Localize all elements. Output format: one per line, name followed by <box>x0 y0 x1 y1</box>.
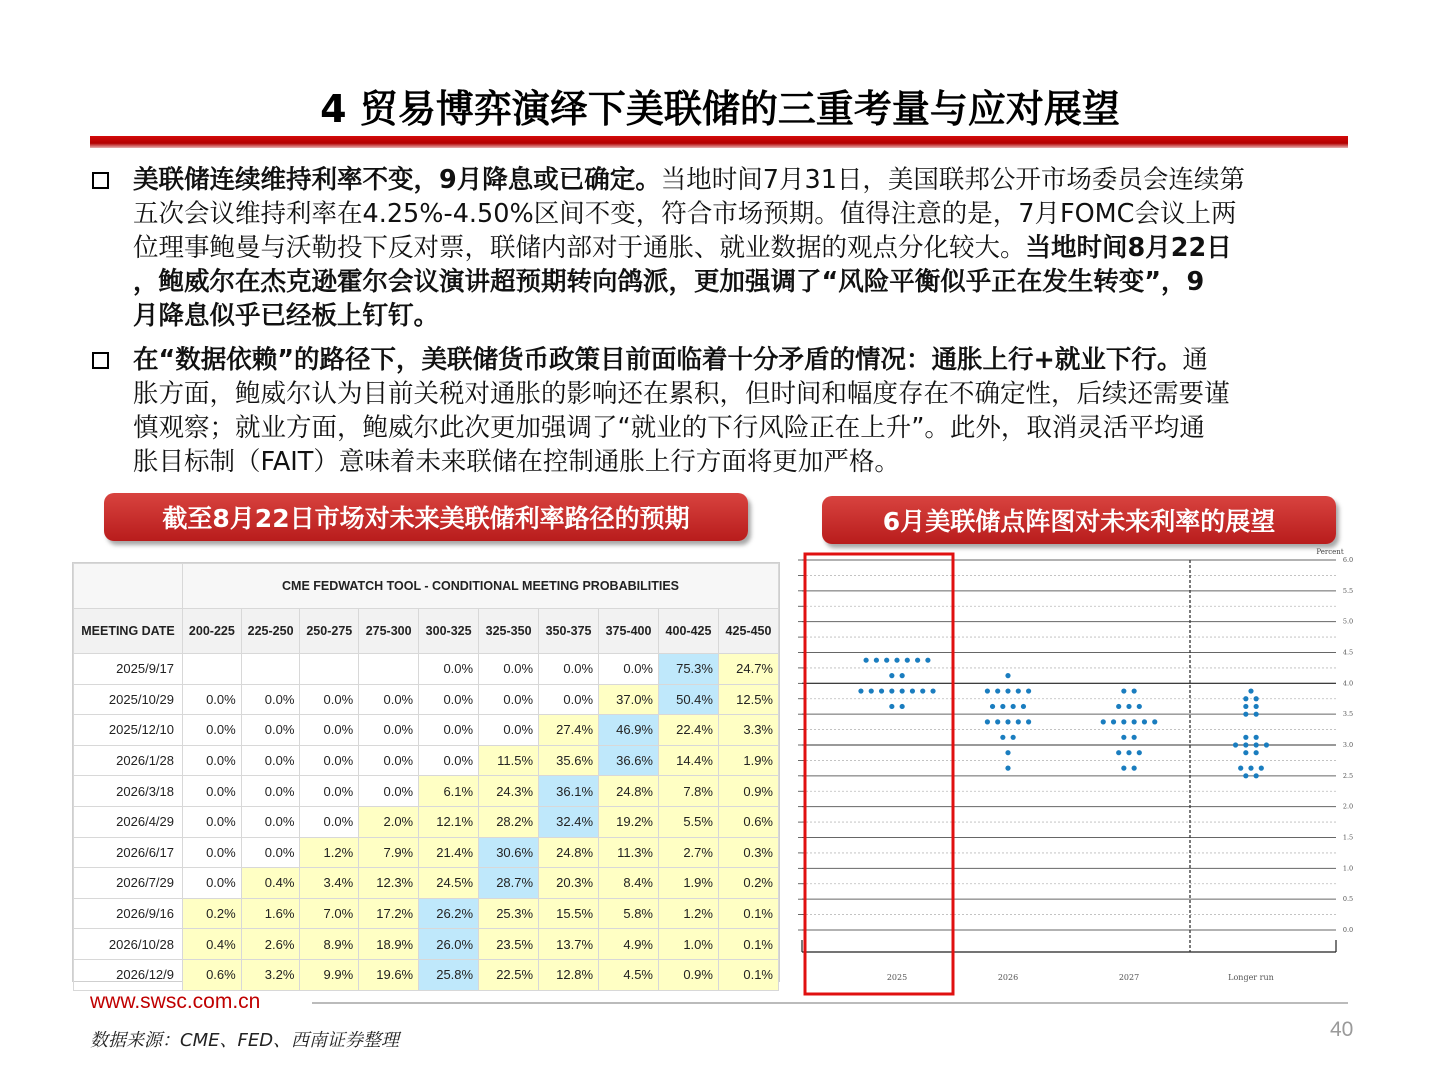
title-underline-bar <box>90 136 1348 148</box>
fomc-dot <box>1121 719 1126 724</box>
fomc-dot <box>1254 735 1259 740</box>
probability-cell: 0.0% <box>183 806 242 837</box>
probability-cell: 0.0% <box>539 684 599 715</box>
meeting-date-cell: 2026/1/28 <box>74 745 183 776</box>
probability-cell: 0.2% <box>718 868 778 899</box>
probability-cell: 0.0% <box>300 715 359 746</box>
fomc-dot <box>1005 673 1010 678</box>
probability-cell: 0.0% <box>183 745 242 776</box>
fomc-dot <box>858 688 863 693</box>
bold-text: 月降息似乎已经板上钉钉。 <box>133 301 440 331</box>
meeting-date-cell: 2025/12/10 <box>74 715 183 746</box>
fomc-dot <box>1026 719 1031 724</box>
fomc-dot <box>1259 766 1264 771</box>
fomc-dot <box>985 719 990 724</box>
probability-cell: 0.0% <box>359 684 419 715</box>
fomc-dot <box>920 688 925 693</box>
probability-cell: 2.6% <box>241 929 300 960</box>
dot-plot-chart <box>796 546 1356 1000</box>
fomc-dot <box>1121 688 1126 693</box>
probability-cell: 0.0% <box>241 715 300 746</box>
table-header-row <box>74 609 779 654</box>
header-rate-range: 250-275 <box>300 609 359 654</box>
meeting-date-cell: 2026/9/16 <box>74 898 183 929</box>
probability-cell: 26.0% <box>419 929 479 960</box>
fomc-dot <box>1254 704 1259 709</box>
fomc-dot <box>1111 719 1116 724</box>
probability-cell: 1.6% <box>241 898 300 929</box>
probability-cell: 1.0% <box>659 929 719 960</box>
fomc-dot <box>1132 719 1137 724</box>
footer-divider <box>312 1002 1348 1004</box>
probability-cell: 0.0% <box>419 715 479 746</box>
probability-cell: 0.0% <box>359 715 419 746</box>
probability-cell: 0.0% <box>599 654 659 685</box>
table-row <box>74 776 779 807</box>
probability-cell: 37.0% <box>599 684 659 715</box>
fomc-dot <box>1238 766 1243 771</box>
probability-cell: 0.0% <box>419 745 479 776</box>
probability-cell: 11.3% <box>599 837 659 868</box>
probability-cell: 1.2% <box>659 898 719 929</box>
fomc-dot <box>925 658 930 663</box>
fomc-dot <box>1132 766 1137 771</box>
fomc-dot <box>1233 742 1238 747</box>
probability-cell: 1.9% <box>718 745 778 776</box>
probability-cell: 0.0% <box>183 715 242 746</box>
probability-cell <box>183 654 242 685</box>
fomc-dot <box>995 719 1000 724</box>
probability-cell: 24.5% <box>419 868 479 899</box>
probability-cell: 20.3% <box>539 868 599 899</box>
probability-cell: 0.2% <box>183 898 242 929</box>
meeting-date-cell: 2026/6/17 <box>74 837 183 868</box>
fomc-dot <box>1011 704 1016 709</box>
probability-cell: 12.5% <box>718 684 778 715</box>
probability-cell <box>300 654 359 685</box>
fomc-dot <box>1126 704 1131 709</box>
probability-cell: 7.8% <box>659 776 719 807</box>
body-text: 五次会议维持利率在4.25%-4.50%区间不变，符合市场预期。值得注意的是，7月FOMC会议上两 <box>133 199 1237 229</box>
probability-cell: 19.6% <box>359 959 419 990</box>
fomc-dot <box>1011 735 1016 740</box>
fomc-dot <box>1243 750 1248 755</box>
fomc-dot <box>1101 719 1106 724</box>
fomc-dot <box>1005 766 1010 771</box>
bold-text: 美联储连续维持利率不变，9月降息或已确定。 <box>133 165 661 195</box>
probability-cell: 24.3% <box>479 776 539 807</box>
paragraph-line <box>133 265 1355 299</box>
x-category-label: 2027 <box>1118 973 1140 982</box>
header-rate-range: 200-225 <box>183 609 242 654</box>
fomc-dot <box>884 658 889 663</box>
fomc-dot <box>990 704 995 709</box>
table-row <box>74 959 779 990</box>
probability-cell <box>359 654 419 685</box>
fomc-dot <box>1132 688 1137 693</box>
fomc-dot <box>1021 704 1026 709</box>
probability-cell: 3.3% <box>718 715 778 746</box>
header-rate-range: 425-450 <box>718 609 778 654</box>
fomc-dot <box>1016 688 1021 693</box>
probability-cell: 0.0% <box>479 654 539 685</box>
probability-cell: 0.9% <box>718 776 778 807</box>
fomc-dot <box>985 688 990 693</box>
probability-cell: 17.2% <box>359 898 419 929</box>
header-rate-range: 300-325 <box>419 609 479 654</box>
paragraph-line <box>133 299 1355 333</box>
probability-cell: 22.4% <box>659 715 719 746</box>
probability-cell: 0.1% <box>718 959 778 990</box>
bullet-square-icon <box>92 352 109 369</box>
probability-cell: 18.9% <box>359 929 419 960</box>
table-row <box>74 806 779 837</box>
table-row <box>74 898 779 929</box>
probability-cell: 50.4% <box>659 684 719 715</box>
y-tick-label: 2.5 <box>1342 771 1354 780</box>
header-rate-range: 350-375 <box>539 609 599 654</box>
fomc-dot <box>1121 735 1126 740</box>
fomc-dot <box>1243 696 1248 701</box>
probability-cell: 24.8% <box>539 837 599 868</box>
header-rate-range: 400-425 <box>659 609 719 654</box>
probability-cell: 7.0% <box>300 898 359 929</box>
probability-cell: 0.4% <box>183 929 242 960</box>
header-meeting-date: MEETING DATE <box>74 609 183 654</box>
fomc-dot <box>1243 735 1248 740</box>
probability-cell: 2.7% <box>659 837 719 868</box>
probability-cell: 32.4% <box>539 806 599 837</box>
fomc-dot <box>1116 704 1121 709</box>
probability-cell: 0.6% <box>718 806 778 837</box>
fedwatch-tool-title: CME FEDWATCH TOOL - CONDITIONAL MEETING PROBABILITIES <box>183 564 779 609</box>
table-corner <box>74 564 183 609</box>
probability-cell: 75.3% <box>659 654 719 685</box>
probability-cell: 0.6% <box>183 959 242 990</box>
fomc-dot <box>1126 750 1131 755</box>
bold-text: ，鲍威尔在杰克逊霍尔会议演讲超预期转向鸽派，更加强调了“风险平衡似乎正在发生转变”，9 <box>133 267 1205 297</box>
probability-cell: 0.0% <box>419 654 479 685</box>
y-tick-label: 0.5 <box>1342 895 1354 904</box>
fomc-dot <box>1116 750 1121 755</box>
probability-cell: 3.4% <box>300 868 359 899</box>
fomc-dot <box>910 688 915 693</box>
y-tick-label: 3.0 <box>1342 741 1354 749</box>
probability-cell: 0.0% <box>241 776 300 807</box>
x-category-label: Longer run <box>1228 973 1274 982</box>
probability-cell: 0.0% <box>359 745 419 776</box>
y-tick-label: 6.0 <box>1342 556 1354 564</box>
body-text: 胀目标制（FAIT）意味着未来联储在控制通胀上行方面将更加严格。 <box>133 447 900 477</box>
paragraph-line <box>133 445 1355 479</box>
probability-cell: 14.4% <box>659 745 719 776</box>
y-tick-label: 1.0 <box>1342 864 1354 873</box>
probability-cell: 46.9% <box>599 715 659 746</box>
fomc-dot <box>889 704 894 709</box>
fomc-dot <box>879 688 884 693</box>
page-title: 4 贸易博弈演绎下美联储的三重考量与应对展望 <box>320 87 1120 131</box>
fomc-dot <box>1254 750 1259 755</box>
meeting-date-cell: 2026/4/29 <box>74 806 183 837</box>
bullet-paragraph-1 <box>133 163 1355 333</box>
probability-cell: 0.0% <box>359 776 419 807</box>
probability-cell: 0.0% <box>300 745 359 776</box>
y-tick-label: 5.0 <box>1342 617 1354 626</box>
fomc-dot <box>1137 750 1142 755</box>
probability-cell: 2.0% <box>359 806 419 837</box>
fomc-dot <box>869 688 874 693</box>
probability-cell: 24.8% <box>599 776 659 807</box>
fomc-dot <box>864 658 869 663</box>
fomc-dot <box>889 688 894 693</box>
probability-cell: 6.1% <box>419 776 479 807</box>
table-row <box>74 929 779 960</box>
probability-cell: 0.0% <box>241 837 300 868</box>
table-row <box>74 868 779 899</box>
probability-cell: 23.5% <box>479 929 539 960</box>
body-text: 通 <box>1182 345 1208 375</box>
fomc-dot <box>1016 719 1021 724</box>
fomc-dot <box>900 673 905 678</box>
bullet-paragraph-2 <box>133 343 1355 479</box>
probability-cell: 21.4% <box>419 837 479 868</box>
fomc-dot <box>1026 688 1031 693</box>
probability-cell: 0.0% <box>183 837 242 868</box>
probability-cell: 11.5% <box>479 745 539 776</box>
body-text: 位理事鲍曼与沃勒投下反对票，联储内部对于通胀、就业数据的观点分化较大。 <box>133 233 1026 263</box>
y-tick-label: 3.5 <box>1342 710 1354 719</box>
probability-cell: 28.7% <box>479 868 539 899</box>
probability-cell: 9.9% <box>300 959 359 990</box>
fomc-dot <box>1005 750 1010 755</box>
fedwatch-table-panel <box>72 562 780 982</box>
header-rate-range: 275-300 <box>359 609 419 654</box>
fomc-dot <box>900 688 905 693</box>
header-rate-range: 375-400 <box>599 609 659 654</box>
probability-cell: 12.1% <box>419 806 479 837</box>
probability-cell: 5.8% <box>599 898 659 929</box>
probability-cell: 0.0% <box>241 806 300 837</box>
meeting-date-cell: 2026/12/9 <box>74 959 183 990</box>
probability-cell: 35.6% <box>539 745 599 776</box>
probability-cell: 0.3% <box>718 837 778 868</box>
bold-text: 在“数据依赖”的路径下，美联储货币政策目前面临着十分矛盾的情况：通胀上行+就业下行。 <box>133 345 1183 375</box>
probability-cell: 0.0% <box>241 684 300 715</box>
y-tick-label: 2.0 <box>1342 802 1354 811</box>
body-text: 胀方面，鲍威尔认为目前关税对通胀的影响还在累积，但时间和幅度存在不确定性，后续还需要谨 <box>133 379 1230 409</box>
fomc-dot <box>1254 742 1259 747</box>
probability-cell: 30.6% <box>479 837 539 868</box>
probability-cell: 0.0% <box>241 745 300 776</box>
probability-cell: 13.7% <box>539 929 599 960</box>
probability-cell: 0.0% <box>479 715 539 746</box>
probability-cell <box>241 654 300 685</box>
fomc-dot <box>1243 773 1248 778</box>
left-panel-title: 截至8月22日市场对未来美联储利率路径的预期 <box>104 493 748 541</box>
probability-cell: 1.9% <box>659 868 719 899</box>
probability-cell: 25.8% <box>419 959 479 990</box>
paragraph-line <box>133 231 1355 265</box>
probability-cell: 0.0% <box>479 684 539 715</box>
table-row <box>74 715 779 746</box>
probability-cell: 24.7% <box>718 654 778 685</box>
meeting-date-cell: 2025/10/29 <box>74 684 183 715</box>
probability-cell: 12.3% <box>359 868 419 899</box>
header-rate-range: 325-350 <box>479 609 539 654</box>
fomc-dot <box>1121 766 1126 771</box>
fomc-dot <box>1264 742 1269 747</box>
table-row <box>74 745 779 776</box>
fomc-dot <box>1243 712 1248 717</box>
probability-cell: 27.4% <box>539 715 599 746</box>
meeting-date-cell: 2026/3/18 <box>74 776 183 807</box>
x-category-label: 2026 <box>997 973 1019 982</box>
meeting-date-cell: 2026/10/28 <box>74 929 183 960</box>
probability-cell: 0.0% <box>183 868 242 899</box>
probability-cell: 36.1% <box>539 776 599 807</box>
probability-cell: 0.4% <box>241 868 300 899</box>
meeting-date-cell: 2026/7/29 <box>74 868 183 899</box>
y-tick-label: 0.0 <box>1342 926 1354 934</box>
fomc-dot <box>874 658 879 663</box>
y-tick-label: 5.5 <box>1342 586 1354 595</box>
probability-cell: 26.2% <box>419 898 479 929</box>
header-rate-range: 225-250 <box>241 609 300 654</box>
probability-cell: 0.1% <box>718 898 778 929</box>
fomc-dot <box>905 658 910 663</box>
fomc-dot <box>1005 719 1010 724</box>
highlight-2025-frame <box>805 554 953 994</box>
footer-url: www.swsc.com.cn <box>90 990 261 1013</box>
probability-cell: 0.0% <box>183 776 242 807</box>
fomc-dot <box>1248 688 1253 693</box>
bold-text: 当地时间8月22日 <box>1025 233 1232 263</box>
paragraph-line <box>133 343 1355 377</box>
fomc-dot <box>915 658 920 663</box>
probability-cell: 12.8% <box>539 959 599 990</box>
right-panel-title: 6月美联储点阵图对未来利率的展望 <box>822 496 1336 544</box>
fomc-dot <box>1005 688 1010 693</box>
fomc-dot <box>1152 719 1157 724</box>
probability-cell: 15.5% <box>539 898 599 929</box>
probability-cell: 22.5% <box>479 959 539 990</box>
probability-cell: 3.2% <box>241 959 300 990</box>
bullet-square-icon <box>92 172 109 189</box>
y-axis-label: Percent <box>1316 548 1344 556</box>
probability-cell: 36.6% <box>599 745 659 776</box>
fomc-dot <box>995 688 1000 693</box>
fomc-dot <box>930 688 935 693</box>
y-tick-label: 4.0 <box>1342 679 1354 688</box>
table-row <box>74 684 779 715</box>
fomc-dot <box>1132 735 1137 740</box>
probability-cell: 0.0% <box>183 684 242 715</box>
table-row <box>74 654 779 685</box>
probability-cell: 8.4% <box>599 868 659 899</box>
fomc-dot <box>900 704 905 709</box>
fomc-dot <box>1243 742 1248 747</box>
table-row <box>74 837 779 868</box>
paragraph-line <box>133 197 1355 231</box>
probability-cell: 28.2% <box>479 806 539 837</box>
body-text: 当地时间7月31日，美国联邦公开市场委员会连续第 <box>660 165 1245 195</box>
probability-cell: 5.5% <box>659 806 719 837</box>
paragraph-line <box>133 163 1355 197</box>
probability-cell: 4.9% <box>599 929 659 960</box>
probability-cell: 0.0% <box>300 684 359 715</box>
meeting-date-cell: 2025/9/17 <box>74 654 183 685</box>
probability-cell: 8.9% <box>300 929 359 960</box>
y-tick-label: 1.5 <box>1342 833 1354 842</box>
fomc-dot <box>1137 704 1142 709</box>
fedwatch-table <box>73 563 779 991</box>
probability-cell: 4.5% <box>599 959 659 990</box>
probability-cell: 0.9% <box>659 959 719 990</box>
fomc-dot <box>889 673 894 678</box>
x-category-label: 2025 <box>886 973 908 982</box>
fomc-dot <box>1254 773 1259 778</box>
fomc-dot <box>1254 696 1259 701</box>
fomc-dot <box>1142 719 1147 724</box>
fomc-dot <box>1254 712 1259 717</box>
body-text: 慎观察；就业方面，鲍威尔此次更加强调了“就业的下行风险正在上升”。此外，取消灵活平均通 <box>133 413 1205 443</box>
probability-cell: 7.9% <box>359 837 419 868</box>
probability-cell: 0.0% <box>539 654 599 685</box>
probability-cell: 19.2% <box>599 806 659 837</box>
fomc-dot <box>894 658 899 663</box>
probability-cell: 0.0% <box>300 806 359 837</box>
y-tick-label: 4.5 <box>1342 648 1354 657</box>
fomc-dot <box>1248 766 1253 771</box>
fomc-dot <box>1000 735 1005 740</box>
probability-cell: 0.0% <box>300 776 359 807</box>
fomc-dot <box>1243 704 1248 709</box>
page-number: 40 <box>1330 1018 1354 1041</box>
probability-cell: 0.0% <box>419 684 479 715</box>
data-source-note: 数据来源：CME、FED、西南证券整理 <box>90 1030 400 1051</box>
probability-cell: 25.3% <box>479 898 539 929</box>
fomc-dot <box>1000 704 1005 709</box>
probability-cell: 1.2% <box>300 837 359 868</box>
probability-cell: 0.1% <box>718 929 778 960</box>
paragraph-line <box>133 377 1355 411</box>
paragraph-line <box>133 411 1355 445</box>
